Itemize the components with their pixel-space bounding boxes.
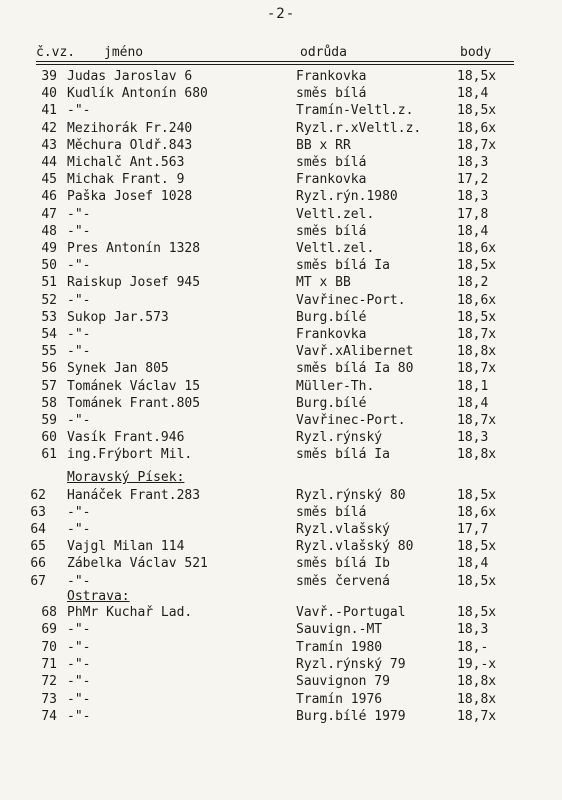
row-points: 18,3 <box>457 622 489 638</box>
row-variety: směs bílá Ia <box>296 447 390 463</box>
table-row <box>0 361 562 376</box>
table-row <box>0 327 562 342</box>
row-points: 18,8x <box>457 691 497 707</box>
row-variety: Ryzl.vlašský 80 <box>296 539 414 555</box>
row-variety: Tramín 1976 <box>296 691 383 707</box>
row-number: 41 <box>41 103 57 119</box>
row-variety: Frankovka <box>296 69 367 84</box>
row-name: Kudlík Antonín 680 <box>67 86 208 102</box>
row-points: 18,3 <box>457 189 489 205</box>
table-row <box>0 556 562 571</box>
row-variety: Vavř.xAlibernet <box>296 344 414 360</box>
table-row <box>0 103 562 118</box>
table-row <box>0 430 562 445</box>
table-row <box>0 605 562 620</box>
row-variety: směs bílá <box>296 505 367 521</box>
row-number: 42 <box>41 120 57 136</box>
section-heading-ostrava: Ostrava: <box>67 589 130 604</box>
row-variety: Tramín-Veltl.z. <box>296 103 414 119</box>
row-points: 18,3 <box>457 155 489 170</box>
row-variety: Vavřinec-Port. <box>296 292 406 308</box>
row-number: 53 <box>41 309 57 325</box>
row-number: 73 <box>41 691 57 707</box>
row-name: Mezihorák Fr.240 <box>67 120 193 136</box>
row-points: 18,7x <box>457 413 497 428</box>
row-number: 62 <box>30 488 46 503</box>
row-variety: směs bílá Ia 80 <box>296 361 414 377</box>
row-number: 66 <box>30 556 46 572</box>
row-number: 45 <box>41 172 57 188</box>
row-variety: Ryzl.rýnský 80 <box>296 488 406 503</box>
row-points: 18,8x <box>457 674 497 690</box>
table-row <box>0 86 562 101</box>
row-name: -"- <box>67 674 91 690</box>
row-number: 46 <box>41 189 57 205</box>
table-row <box>0 293 562 308</box>
row-variety: Sauvignon 79 <box>296 674 390 690</box>
table-row <box>0 344 562 359</box>
header-name: jméno <box>104 45 144 60</box>
row-variety: směs bílá Ib <box>296 556 390 572</box>
row-name: ing.Frýbort Mil. <box>67 447 193 463</box>
row-name: -"- <box>67 413 91 428</box>
row-points: 18,5x <box>457 605 497 620</box>
row-number: 47 <box>41 206 57 222</box>
row-number: 63 <box>30 505 46 521</box>
row-points: 18,4 <box>457 395 489 411</box>
row-name: -"- <box>67 691 91 707</box>
row-points: 18,5x <box>457 488 497 503</box>
row-name: -"- <box>67 708 91 724</box>
row-name: Tománek Václav 15 <box>67 378 201 394</box>
row-name: Synek Jan 805 <box>67 361 169 377</box>
row-number: 44 <box>41 155 57 170</box>
page-number: -2- <box>266 6 296 22</box>
row-name: -"- <box>67 522 91 538</box>
row-name: -"- <box>67 656 91 672</box>
row-variety: Burg.bílé 1979 <box>296 708 406 724</box>
row-points: 18,6x <box>457 120 497 136</box>
row-number: 70 <box>41 639 57 655</box>
row-name: Tománek Frant.805 <box>67 395 201 411</box>
row-name: Sukop Jar.573 <box>67 309 169 325</box>
row-variety: Ryzl.rýnský 79 <box>296 656 406 672</box>
row-points: 18,4 <box>457 86 489 102</box>
row-variety: směs červená <box>296 573 390 589</box>
row-name: -"- <box>67 573 91 589</box>
row-points: 18,5x <box>457 69 497 84</box>
row-number: 64 <box>30 522 46 538</box>
row-number: 43 <box>41 137 57 153</box>
row-points: 18,4 <box>457 223 489 239</box>
table-row <box>0 121 562 136</box>
table-row <box>0 189 562 204</box>
row-number: 60 <box>41 430 57 446</box>
header-rule-top <box>36 61 514 62</box>
row-points: 18,6x <box>457 292 497 308</box>
row-number: 49 <box>41 241 57 256</box>
row-number: 51 <box>41 275 57 291</box>
row-number: 55 <box>41 344 57 360</box>
row-number: 58 <box>41 395 57 411</box>
table-row <box>0 640 562 655</box>
row-number: 54 <box>41 327 57 342</box>
table-row <box>0 574 562 589</box>
table-row <box>0 505 562 520</box>
table-row <box>0 692 562 707</box>
row-number: 59 <box>41 413 57 428</box>
row-name: -"- <box>67 622 91 638</box>
table-row <box>0 396 562 411</box>
row-number: 52 <box>41 292 57 308</box>
row-points: 18,8x <box>457 344 497 360</box>
row-name: Paška Josef 1028 <box>67 189 193 205</box>
row-number: 71 <box>41 656 57 672</box>
row-name: Měchura Oldř.843 <box>67 137 193 153</box>
section-heading-moravsky-pisek: Moravský Písek: <box>67 470 185 485</box>
table-row <box>0 172 562 187</box>
row-variety: Ryzl.rýnský <box>296 430 383 446</box>
table-row <box>0 522 562 537</box>
table-row <box>0 447 562 462</box>
row-name: -"- <box>67 258 91 274</box>
row-points: 18,7x <box>457 361 497 377</box>
table-row <box>0 138 562 153</box>
row-points: 18,5x <box>457 539 497 555</box>
table-row <box>0 622 562 637</box>
row-variety: Vavřinec-Port. <box>296 413 406 428</box>
row-variety: Veltl.zel. <box>296 241 375 256</box>
row-variety: MT x BB <box>296 275 351 291</box>
table-row <box>0 224 562 239</box>
table-row <box>0 709 562 724</box>
row-variety: Tramín 1980 <box>296 639 383 655</box>
row-points: 18,5x <box>457 309 497 325</box>
header-rule-bottom <box>36 64 514 65</box>
table-row <box>0 379 562 394</box>
row-name: -"- <box>67 292 91 308</box>
table-row <box>0 539 562 554</box>
row-number: 50 <box>41 258 57 274</box>
row-points: 18,3 <box>457 430 489 446</box>
row-number: 65 <box>30 539 46 555</box>
row-number: 67 <box>30 573 46 589</box>
row-name: Michalč Ant.563 <box>67 155 185 170</box>
table-row <box>0 207 562 222</box>
row-variety: Vavř.-Portugal <box>296 605 406 620</box>
row-variety: směs bílá <box>296 155 367 170</box>
row-name: Judas Jaroslav 6 <box>67 69 193 84</box>
row-points: 19,-x <box>457 656 497 672</box>
row-points: 18,- <box>457 639 489 655</box>
row-variety: Frankovka <box>296 172 367 188</box>
row-number: 74 <box>41 708 57 724</box>
row-name: -"- <box>67 223 91 239</box>
table-row <box>0 241 562 256</box>
row-name: Zábelka Václav 521 <box>67 556 208 572</box>
row-number: 68 <box>41 605 57 620</box>
header-variety: odrůda <box>300 45 347 60</box>
table-row <box>0 488 562 503</box>
row-points: 18,7x <box>457 327 497 342</box>
row-variety: Frankovka <box>296 327 367 342</box>
row-name: Vasík Frant.946 <box>67 430 185 446</box>
row-points: 18,5x <box>457 103 497 119</box>
row-number: 61 <box>41 447 57 463</box>
row-number: 39 <box>41 69 57 84</box>
row-points: 18,7x <box>457 137 497 153</box>
row-points: 17,8 <box>457 206 489 222</box>
row-number: 56 <box>41 361 57 377</box>
row-name: Hanáček Frant.283 <box>67 488 201 503</box>
table-row <box>0 310 562 325</box>
header-number: č.vz. <box>36 45 76 60</box>
row-number: 57 <box>41 378 57 394</box>
row-variety: směs bílá Ia <box>296 258 390 274</box>
row-variety: Burg.bílé <box>296 309 367 325</box>
row-points: 18,7x <box>457 708 497 724</box>
row-number: 48 <box>41 223 57 239</box>
row-number: 72 <box>41 674 57 690</box>
row-points: 18,1 <box>457 378 489 394</box>
table-row <box>0 69 562 84</box>
row-points: 18,8x <box>457 447 497 463</box>
row-points: 17,2 <box>457 172 489 188</box>
table-row <box>0 657 562 672</box>
row-variety: Ryzl.rýn.1980 <box>296 189 398 205</box>
table-row <box>0 275 562 290</box>
row-variety: směs bílá <box>296 86 367 102</box>
row-points: 18,5x <box>457 258 497 274</box>
row-points: 17,7 <box>457 522 489 538</box>
row-number: 69 <box>41 622 57 638</box>
row-points: 18,2 <box>457 275 489 291</box>
row-variety: Ryzl.r.xVeltl.z. <box>296 120 422 136</box>
row-name: PhMr Kuchař Lad. <box>67 605 193 620</box>
row-variety: Müller-Th. <box>296 378 375 394</box>
row-variety: Burg.bílé <box>296 395 367 411</box>
row-points: 18,5x <box>457 573 497 589</box>
row-name: -"- <box>67 206 91 222</box>
row-name: Pres Antonín 1328 <box>67 241 201 256</box>
row-variety: Ryzl.vlašský <box>296 522 390 538</box>
table-row <box>0 155 562 170</box>
table-row <box>0 674 562 689</box>
row-name: -"- <box>67 344 91 360</box>
row-name: Vajgl Milan 114 <box>67 539 185 555</box>
row-name: -"- <box>67 639 91 655</box>
row-variety: Sauvign.-MT <box>296 622 383 638</box>
row-name: -"- <box>67 103 91 119</box>
row-name: -"- <box>67 505 91 521</box>
row-variety: směs bílá <box>296 223 367 239</box>
row-points: 18,4 <box>457 556 489 572</box>
row-variety: Veltl.zel. <box>296 206 375 222</box>
row-points: 18,6x <box>457 241 497 256</box>
header-points: body <box>460 45 492 60</box>
row-name: Michak Frant. 9 <box>67 172 185 188</box>
row-name: -"- <box>67 327 91 342</box>
row-number: 40 <box>41 86 57 102</box>
row-name: Raiskup Josef 945 <box>67 275 201 291</box>
row-points: 18,6x <box>457 505 497 521</box>
table-row <box>0 258 562 273</box>
table-row <box>0 413 562 428</box>
row-variety: BB x RR <box>296 137 351 153</box>
